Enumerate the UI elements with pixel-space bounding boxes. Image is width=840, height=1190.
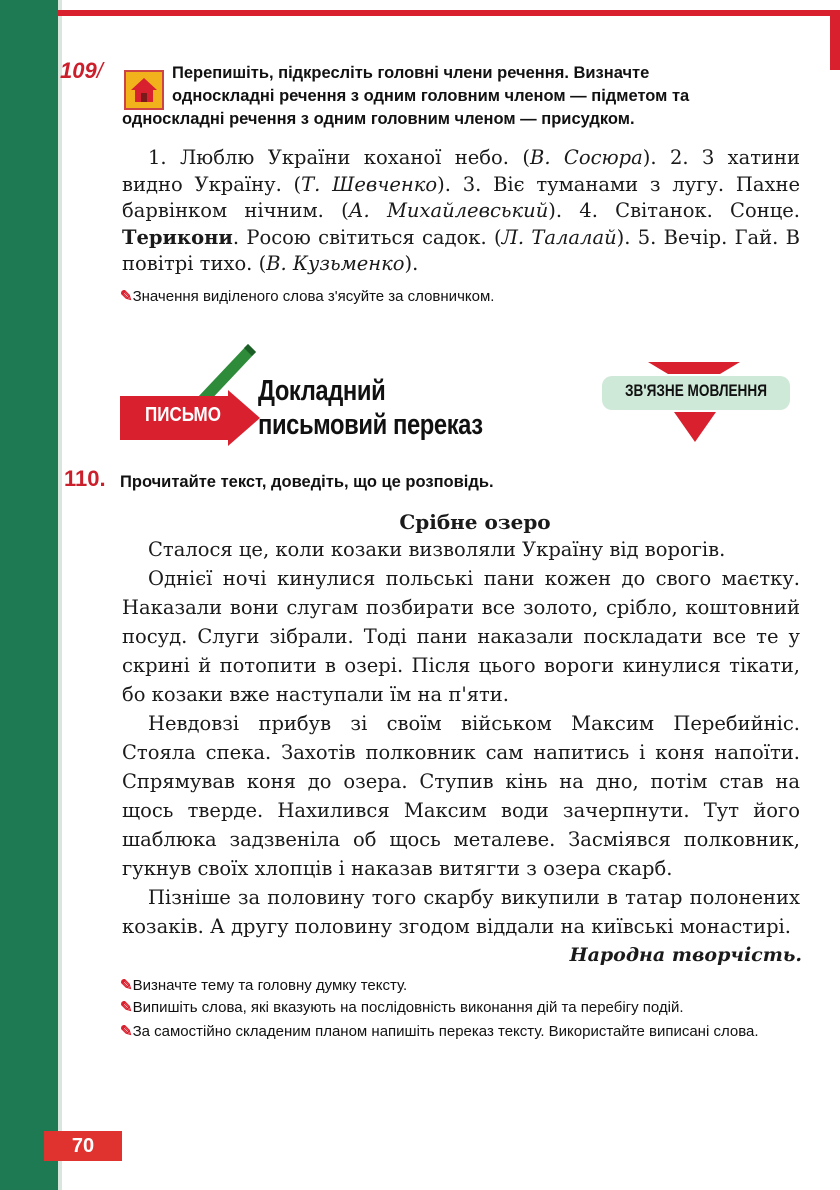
task-110-instruction: Прочитайте текст, доведіть, що це розповідь.	[120, 473, 494, 491]
connected-speech-arrow	[596, 360, 796, 444]
task-110-number: 110.	[64, 466, 106, 491]
task-109-note: ✎Значення виділеного слова з'ясуйте за словничком.	[120, 288, 495, 305]
section-heading: Докладний письмовий переказ	[258, 375, 483, 441]
highlighted-word: Терикони	[122, 225, 233, 249]
story-title: Срібне озеро	[399, 510, 551, 534]
section-badge: ПИСЬМО	[145, 404, 221, 426]
top-red-border	[58, 10, 840, 16]
corner-red-border	[830, 10, 840, 70]
text-source: Народна творчість.	[569, 944, 802, 966]
task-110-notes: ✎Визначте тему та головну думку тексту. ✎Випишіть слова, які вказують на послідовність виконання дій та перебігу подій. ✎За самостійно складеним планом напишіть переказ тексту. Використайте виписані слова.	[120, 977, 759, 1040]
margin-edge	[58, 0, 62, 1190]
pen-icon: ✎	[120, 999, 133, 1016]
story-paragraph: Невдовзі прибув зі своїм військом Максим Перебийніс. Стояла спека. Захотів полковник сам напитись і коня напоїти. Спрямував коня до озера. Ступив кінь на дно, потім став на щось тверде. Нахилився Максим води зачерпнути. Тут його шаблюка задзвеніла об щось металеве. Засміявся полковник, гукнув своїх хлопців і наказав витягти з озера скарб.	[122, 712, 800, 880]
story-paragraph: Пізніше за половину того скарбу викупили в татар полонених козаків. А другу половину згодом віддали на київські монастирі.	[122, 886, 800, 938]
pen-icon: ✎	[120, 1023, 133, 1040]
story-paragraph: Сталося це, коли козаки визволяли Україну від ворогів.	[148, 538, 726, 561]
story-paragraph: Однієї ночі кинулися польські пани кожен до свого маєтку. Наказали вони слугам позбирати все золото, срібло, коштовний посуд. Слуги зібрали. Тоді пани наказали поскладати все те у скрині й потопити в озері. Після цього вороги кинулися тікати, бо козаки вже наступали їм на п'яти.	[122, 567, 800, 706]
story-text	[122, 535, 800, 941]
left-margin-bar	[0, 0, 58, 1190]
task-109-sentences: 1. Люблю України коханої небо. (В. Сосюра). 2. З хатини видно Україну. (Т. Шевченко). 3. Віє туманами з лугу. Пахне барвінком нічним. (А. Михайлевський). 4. Світанок. Сонце. Терикони. Росою світиться садок. (Л. Талалай). 5. Вечір. Гай. В повітрі тихо. (В. Кузьменко).	[122, 146, 800, 275]
pen-icon: ✎	[120, 288, 133, 305]
pen-icon: ✎	[120, 977, 133, 994]
connected-speech-tag: ЗВ'ЯЗНЕ МОВЛЕННЯ	[625, 381, 767, 400]
task-109-number: 109/	[60, 58, 103, 83]
task-109-instruction: Перепишіть, підкресліть головні члени речення. Визначте односкладні речення з одним головним членом — підметом та односкладні речення з одним головним членом — присудком.	[122, 64, 690, 128]
page-number: 70	[44, 1131, 122, 1161]
